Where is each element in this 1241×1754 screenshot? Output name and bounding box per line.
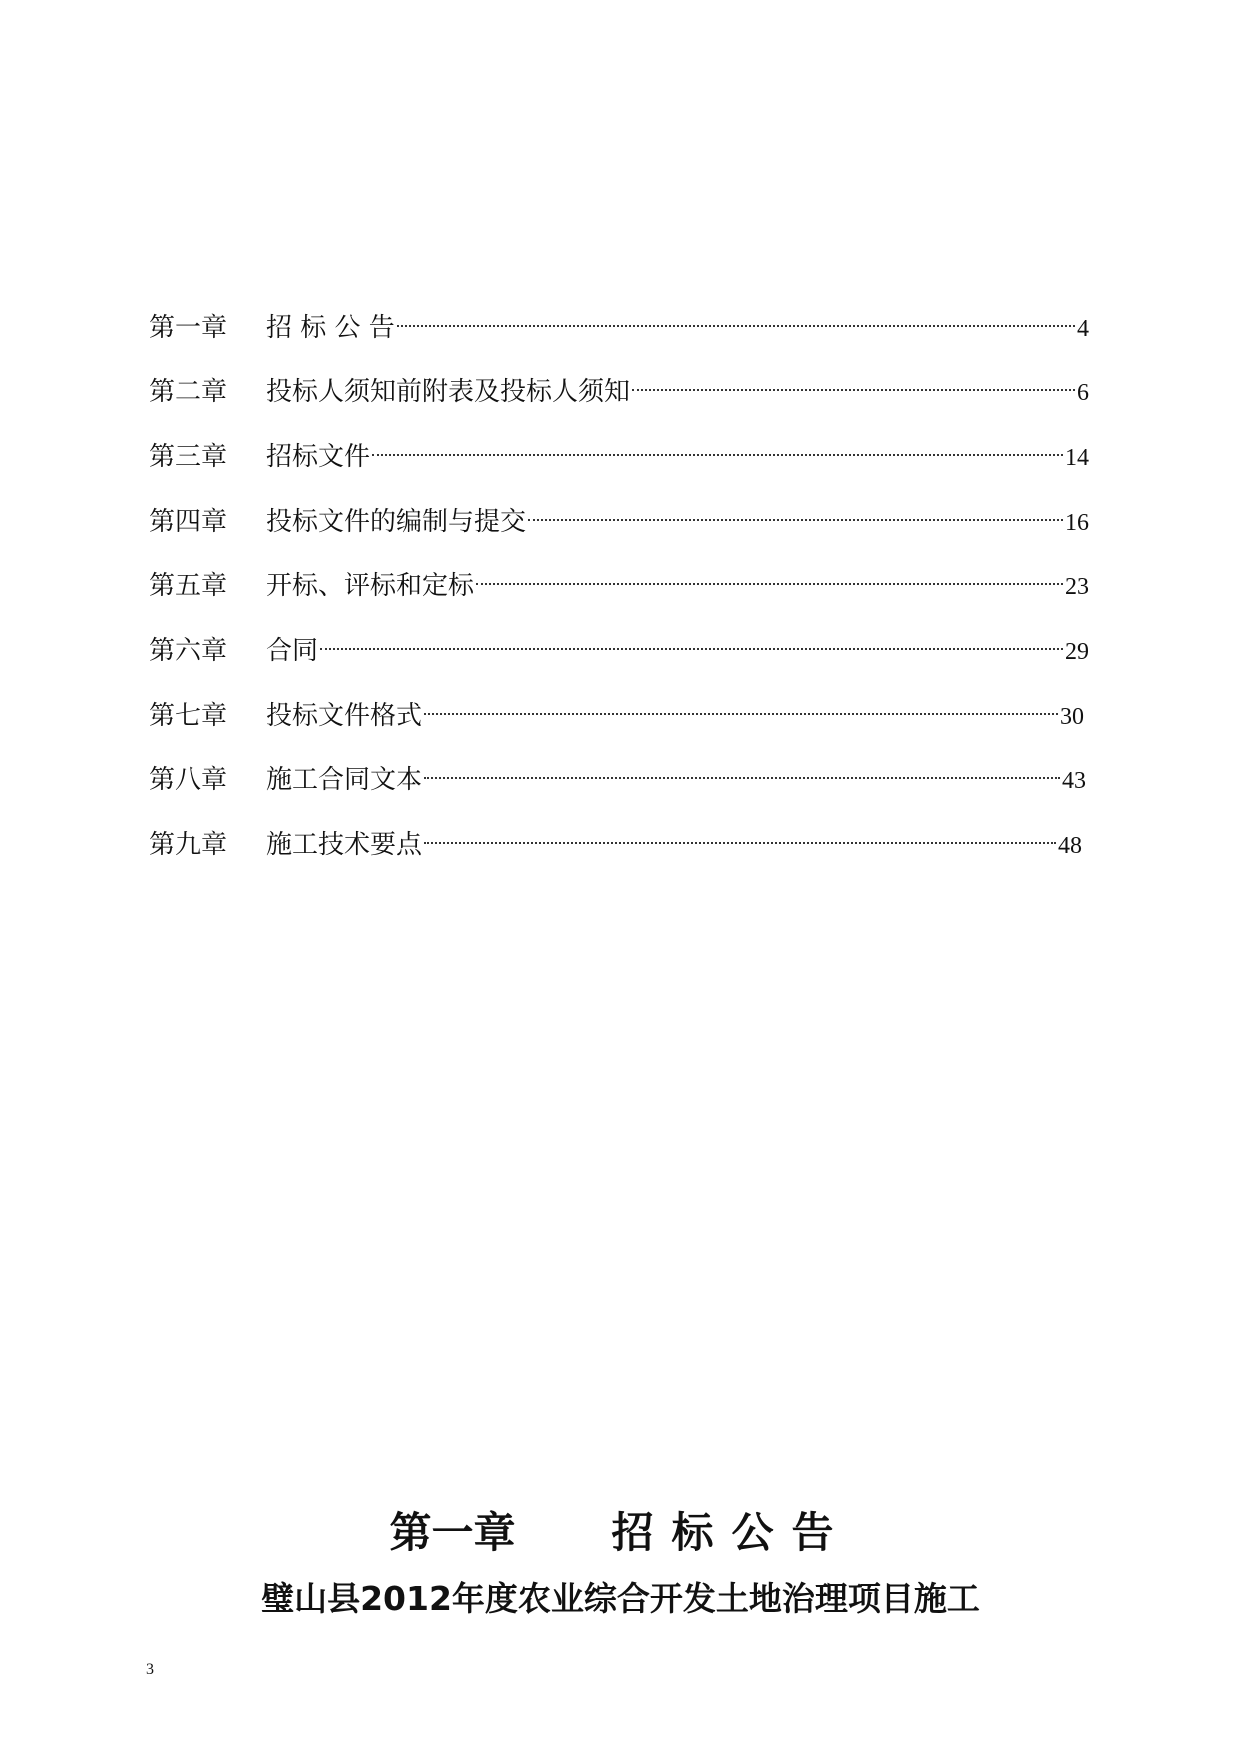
- toc-title: 投标文件格式: [266, 701, 423, 731]
- toc-entry-1[interactable]: [149, 296, 1089, 343]
- toc-page-number: 14: [1065, 445, 1089, 471]
- toc-entry-9[interactable]: [149, 813, 1082, 860]
- toc-leader-dots: [476, 554, 1063, 594]
- toc-chapter-label: 第七章: [149, 701, 228, 731]
- toc-chapter-label: 第二章: [149, 377, 228, 407]
- toc-entry-6[interactable]: [149, 619, 1089, 666]
- toc-leader-dots: [528, 490, 1063, 530]
- toc-chapter-label: 第三章: [149, 442, 228, 472]
- toc-page-number: 4: [1077, 316, 1089, 342]
- toc-entry-3[interactable]: [149, 425, 1089, 472]
- toc-entry-5[interactable]: [149, 554, 1089, 601]
- toc-leader-dots: [424, 748, 1060, 788]
- toc-entry-8[interactable]: [149, 748, 1086, 795]
- toc-entry-2[interactable]: [149, 360, 1089, 407]
- toc-page-number: 43: [1062, 768, 1086, 794]
- toc-leader-dots: [372, 425, 1063, 465]
- toc-entry-4[interactable]: [149, 490, 1089, 537]
- toc-title: 投标文件的编制与提交: [266, 507, 527, 537]
- toc-title: 开标、评标和定标: [266, 571, 475, 601]
- toc-title: 招标文件: [266, 442, 371, 472]
- toc-page-number: 29: [1065, 639, 1089, 665]
- toc-leader-dots: [424, 813, 1056, 853]
- toc-chapter-label: 第一章: [149, 313, 228, 343]
- chapter-heading: [0, 1505, 1241, 1561]
- toc-title: 施工合同文本: [266, 765, 423, 795]
- toc-chapter-label: 第六章: [149, 636, 228, 666]
- toc-page-number: 48: [1058, 833, 1082, 859]
- toc-chapter-label: 第五章: [149, 571, 228, 601]
- toc-page-number: 16: [1065, 510, 1089, 536]
- toc-title: 施工技术要点: [266, 830, 423, 860]
- chapter-heading-title: 招标公告: [611, 1508, 852, 1557]
- toc-leader-dots: [424, 684, 1058, 724]
- project-title: 璧山县2012年度农业综合开发土地治理项目施工: [261, 1579, 980, 1618]
- toc-chapter-label: 第九章: [149, 830, 228, 860]
- toc-page-number: 23: [1065, 574, 1089, 600]
- toc-chapter-label: 第四章: [149, 507, 228, 537]
- toc-title: 招 标 公 告: [266, 313, 395, 343]
- toc-leader-dots: [320, 619, 1063, 659]
- page-number: 3: [146, 1661, 154, 1678]
- toc-page-number: 30: [1060, 704, 1084, 730]
- toc-title: 合同: [266, 636, 319, 666]
- toc-title: 投标人须知前附表及投标人须知: [266, 377, 631, 407]
- toc-page-number: 6: [1077, 380, 1089, 406]
- toc-entry-7[interactable]: [149, 684, 1084, 731]
- chapter-heading-number: 第一章: [389, 1508, 516, 1557]
- toc-chapter-label: 第八章: [149, 765, 228, 795]
- toc-leader-dots: [632, 360, 1075, 400]
- toc-leader-dots: [397, 296, 1075, 336]
